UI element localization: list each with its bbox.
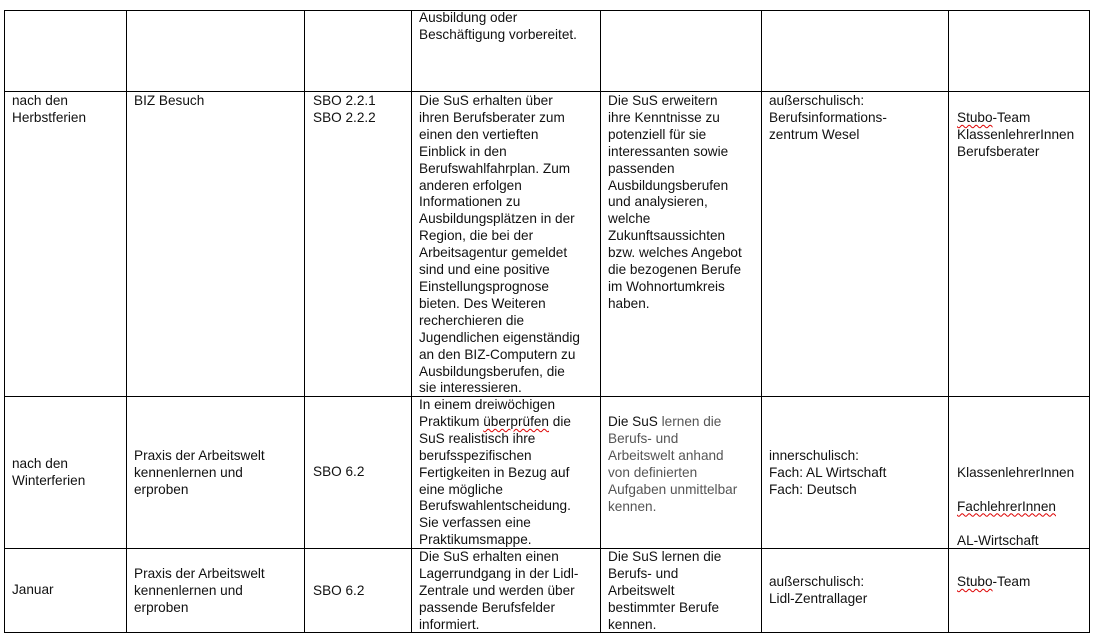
row3-time: Januar (12, 582, 54, 597)
row0-content: Ausbildung oder Beschäftigung vorbereitet. (419, 10, 577, 42)
row3-team: -Team (992, 574, 1031, 589)
row2-responsible (957, 448, 1074, 566)
row3-content: Die SuS erhalten einen Lagerrundgang in der Lidl- Zentrale und werden über passende Berufsfelder informiert. (419, 549, 579, 632)
row2-resp-1: KlassenlehrerInnen (957, 464, 1075, 480)
row2-time: nach den Winterferien (12, 456, 86, 488)
row2-content-a: In einem dreiwöchigen Praktikum (419, 397, 556, 429)
row2-code: SBO 6.2 (313, 464, 365, 479)
row1-place: außerschulisch: Berufsinformations- zentrum Wesel (769, 93, 887, 142)
row2-resp-2: FachlehrerInnen (957, 498, 1056, 514)
row3-place: außerschulisch: Lidl-Zentrallager (769, 574, 868, 606)
row3-code: SBO 6.2 (313, 583, 365, 598)
row2-goal (608, 414, 737, 515)
row2-resp-3: AL-Wirtschaft (957, 532, 1039, 548)
row1-responsible (957, 93, 1074, 178)
row2-goal-a: Die SuS (608, 414, 662, 429)
row2-content-b: die SuS realistisch ihre berufsspezifischen Fertigkeiten in Bezug auf eine mögliche Berufswahlentscheidung. Sie verfassen eine Praktikumsmappe. (419, 413, 571, 548)
row3-topic: Praxis der Arbeitswelt kennenlernen und erproben (134, 566, 265, 615)
stubo-word: Stubo (957, 109, 993, 125)
row2-content (419, 397, 571, 549)
team-word: -Team (992, 109, 1031, 125)
row1-responsible-rest: KlassenlehrerInnen Berufsberater (957, 126, 1075, 159)
row1-goal: Die SuS erweitern ihre Kenntnisse zu potenziell für sie interessanten sowie passenden Ausbildungsberufen und analysieren, welche Zukunftsaussichten bzw. welches Angebot die bezogenen Berufe im Wohnortumkreis haben. (608, 93, 742, 311)
row1-code: SBO 2.2.1 SBO 2.2.2 (313, 93, 376, 125)
row2-content-wavy: überprüfen (483, 413, 549, 429)
row1-time: nach den Herbstferien (12, 93, 87, 125)
row1-content: Die SuS erhalten über ihren Berufsberater zum einen den vertieften Einblick in den Berufswahlfahrplan. Zum anderen erfolgen Informationen zu Ausbildungsplätzen in der Region, die bei der Arbeitsagentur gemeldet sind und eine positive Einstellungsprognose bieten. Des Weiteren recherchieren die Jugendlichen eigenständig an den BIZ-Computern zu Ausbildungsberufen, die sie interessieren. (419, 93, 580, 396)
row3-stubo: Stubo (957, 574, 993, 589)
row2-topic: Praxis der Arbeitswelt kennenlernen und erproben (134, 448, 265, 497)
row2-goal-b: lernen die Berufs- und Arbeitswelt anhand von definierten Aufgaben unmittelbar kennen. (608, 414, 738, 514)
row3-responsible (957, 574, 1030, 591)
row2-place: innerschulisch: Fach: AL Wirtschaft Fach: Deutsch (769, 448, 887, 497)
row1-topic: BIZ Besuch (134, 93, 205, 108)
row3-goal: Die SuS lernen die Berufs- und Arbeitswelt bestimmter Berufe kennen. (608, 549, 722, 632)
